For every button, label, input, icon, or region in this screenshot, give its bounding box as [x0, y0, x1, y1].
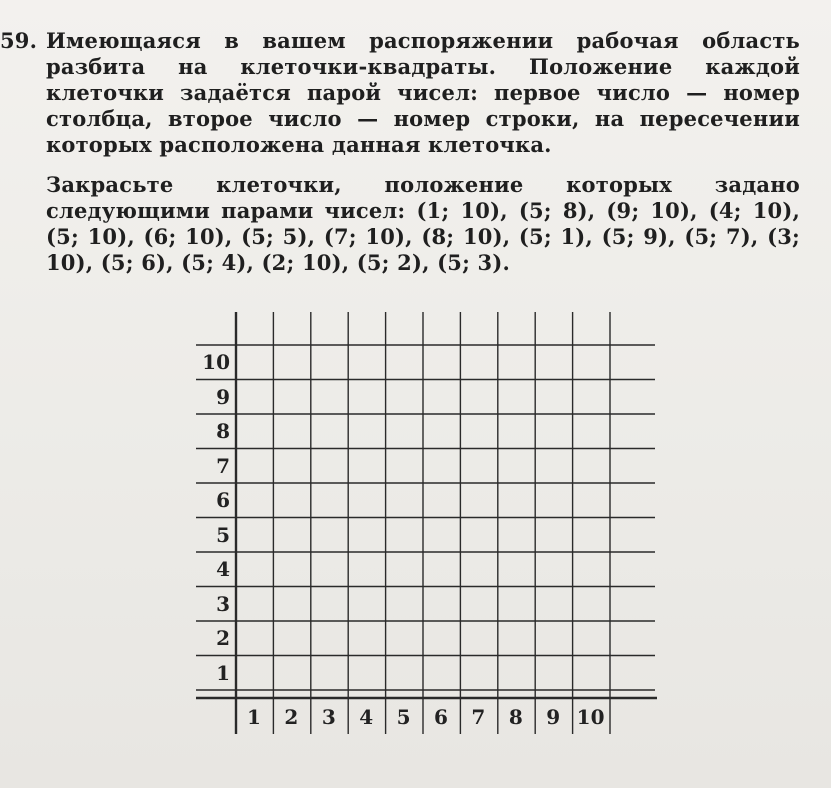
row-label: 2: [216, 626, 230, 650]
row-label: 3: [216, 591, 230, 616]
row-label: 9: [216, 384, 230, 409]
column-label: 7: [471, 705, 486, 729]
column-label: 10: [576, 705, 605, 729]
row-label: 4: [216, 557, 230, 581]
column-label: 1: [247, 705, 261, 729]
column-label: 6: [434, 705, 448, 729]
row-label: 8: [216, 419, 230, 443]
column-label: 2: [284, 705, 299, 729]
column-label: 5: [396, 705, 411, 729]
row-label: 7: [216, 453, 230, 478]
row-label: 5: [216, 522, 230, 547]
row-label: 6: [216, 488, 230, 512]
problem-paragraph-2: Закрасьте клеточки, положение которых задано следующими парами чисел: (1; 10), (5; 8), (9; 10), (4; 10), (5; 10), (6; 10), (5; 5), (7; 10), (8; 10), (5; 1), (5; 9), (5; 7), (3; 10), (5; 6), (5; 4), (2; 10), (5; 2), (5; 3).: [46, 172, 800, 275]
column-label: 8: [508, 705, 523, 729]
row-label: 10: [202, 350, 230, 374]
column-label: 4: [359, 705, 374, 729]
problem-paragraph-1-text: Имеющаяся в вашем распоряжении рабочая область разбита на клеточки-квадраты. Положение каждой клеточки задаётся парой чисел: первое число — номер столбца, второе число — номер строки, на пересечении которых расположена данная клеточка.: [46, 28, 800, 157]
row-label: 1: [216, 660, 230, 685]
column-label: 3: [321, 705, 336, 729]
problem-number: 59.: [0, 28, 38, 53]
column-label: 9: [546, 705, 561, 729]
